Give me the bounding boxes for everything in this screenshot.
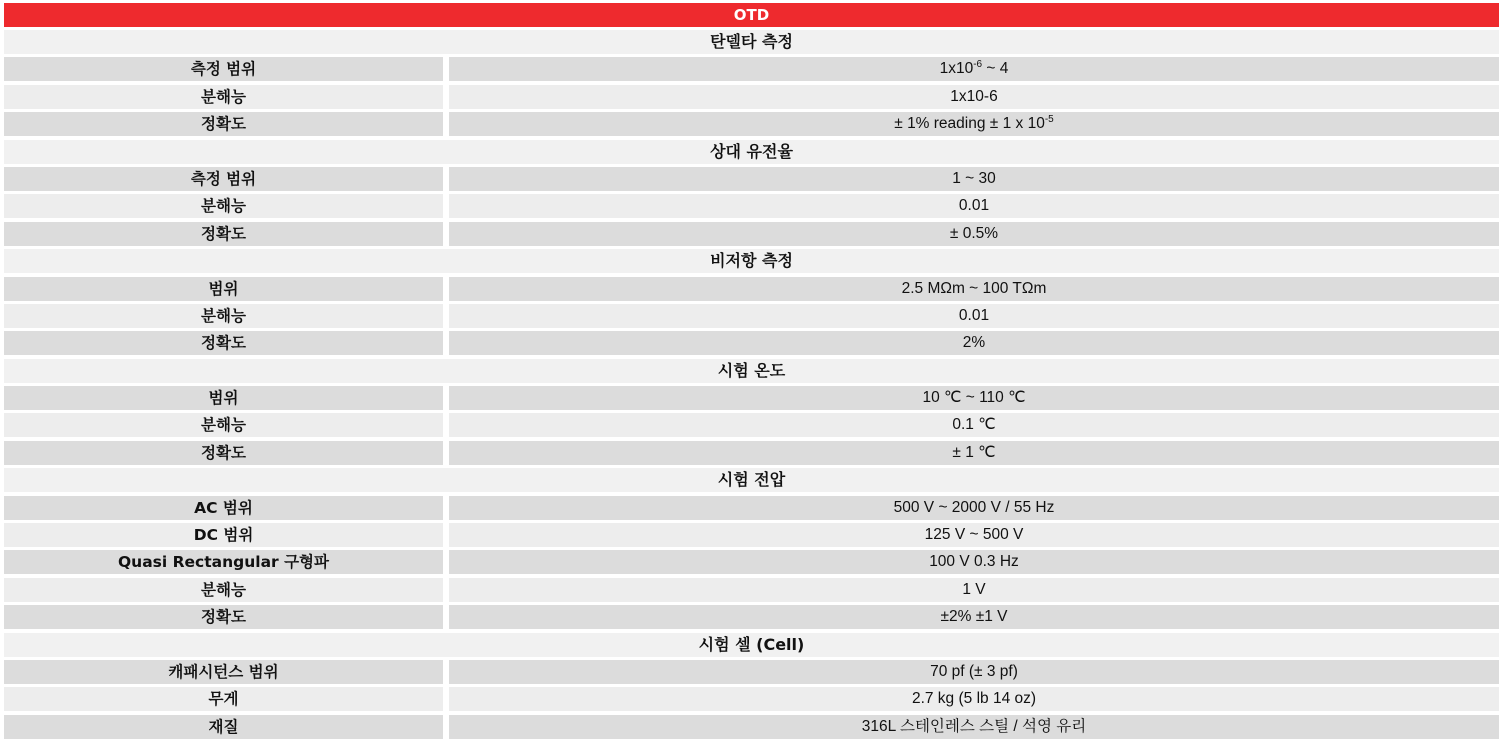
value-text: 0.01: [958, 197, 990, 215]
value-text: 2.5 MΩm ~ 100 TΩm: [901, 279, 1047, 297]
value-suffix: ~ 4: [982, 60, 1009, 78]
value-text: 2.7 kg (5 lb 14 oz): [911, 690, 1037, 708]
table-row: [4, 550, 1499, 574]
row-value: [449, 331, 1499, 355]
value-text: 1 V: [962, 580, 986, 598]
table-row: [4, 687, 1499, 711]
table-row: [4, 413, 1499, 437]
spec-table: [4, 3, 1499, 742]
value-text: ±2% ±1 V: [940, 608, 1008, 626]
row-value: [449, 304, 1499, 328]
value-text: 0.01: [958, 306, 990, 324]
row-label: DC 범위: [4, 523, 443, 547]
section-header: 상대 유전율: [4, 140, 1499, 164]
value-text: ± 0.5%: [949, 224, 999, 242]
value-text: 0.1 ℃: [952, 416, 996, 434]
table-body: [4, 30, 1499, 739]
value-exponent: -6: [973, 59, 983, 71]
row-value: [449, 715, 1499, 739]
value-text: 1x10-6: [950, 87, 998, 105]
value-text: 500 V ~ 2000 V / 55 Hz: [893, 498, 1055, 516]
row-label: 무게: [4, 687, 443, 711]
table-row: [4, 441, 1499, 465]
row-value: [449, 578, 1499, 602]
section-header: 시험 온도: [4, 359, 1499, 383]
table-row: [4, 304, 1499, 328]
row-value: [449, 57, 1499, 81]
row-label: 측정 범위: [4, 167, 443, 191]
value-text: 100 V 0.3 Hz: [929, 553, 1019, 571]
row-value: [449, 277, 1499, 301]
table-row: [4, 386, 1499, 410]
section-header: 탄델타 측정: [4, 30, 1499, 54]
row-label: 재질: [4, 715, 443, 739]
value-text: 10 ℃ ~ 110 ℃: [922, 389, 1026, 407]
row-label: AC 범위: [4, 496, 443, 520]
row-value: [449, 660, 1499, 684]
row-value: [449, 85, 1499, 109]
value-text: 316L 스테인레스 스틸 / 석영 유리: [861, 717, 1087, 735]
table-row: [4, 222, 1499, 246]
row-value: [449, 496, 1499, 520]
row-label: 분해능: [4, 194, 443, 218]
value-exponent: -5: [1044, 114, 1054, 126]
row-label: 캐패시턴스 범위: [4, 660, 443, 684]
table-row: [4, 57, 1499, 81]
row-value: [449, 441, 1499, 465]
value-text: 1 ~ 30: [952, 169, 996, 187]
table-row: [4, 277, 1499, 301]
table-row: [4, 523, 1499, 547]
row-label: 분해능: [4, 304, 443, 328]
row-value: [449, 523, 1499, 547]
row-value: [449, 605, 1499, 629]
table-title: OTD: [4, 3, 1499, 27]
value-text: 70 pf (± 3 pf): [930, 662, 1018, 680]
table-row: [4, 112, 1499, 136]
row-value: [449, 550, 1499, 574]
row-label: 분해능: [4, 85, 443, 109]
row-value: [449, 413, 1499, 437]
row-label: 정확도: [4, 331, 443, 355]
value-text: 2%: [962, 334, 986, 352]
table-row: [4, 605, 1499, 629]
row-label: 정확도: [4, 112, 443, 136]
table-row: [4, 331, 1499, 355]
table-row: [4, 715, 1499, 739]
value-text: ± 1 ℃: [952, 443, 996, 461]
row-label: 정확도: [4, 441, 443, 465]
row-label: 범위: [4, 277, 443, 301]
table-row: [4, 660, 1499, 684]
row-label: Quasi Rectangular 구형파: [4, 550, 443, 574]
section-header: 시험 셀 (Cell): [4, 633, 1499, 657]
row-value: [449, 222, 1499, 246]
row-value: [449, 194, 1499, 218]
row-value: [449, 386, 1499, 410]
row-label: 정확도: [4, 222, 443, 246]
section-header: 시험 전압: [4, 468, 1499, 492]
row-value: [449, 112, 1499, 136]
section-header: 비저항 측정: [4, 249, 1499, 273]
row-label: 분해능: [4, 413, 443, 437]
table-row: [4, 167, 1499, 191]
row-value: [449, 687, 1499, 711]
table-row: [4, 578, 1499, 602]
row-value: [449, 167, 1499, 191]
value-text: 1x10: [939, 60, 974, 78]
value-text: ± 1% reading ± 1 x 10: [894, 115, 1045, 133]
row-label: 분해능: [4, 578, 443, 602]
row-label: 측정 범위: [4, 57, 443, 81]
value-text: 125 V ~ 500 V: [924, 526, 1024, 544]
row-label: 범위: [4, 386, 443, 410]
table-row: [4, 85, 1499, 109]
table-row: [4, 496, 1499, 520]
row-label: 정확도: [4, 605, 443, 629]
table-row: [4, 194, 1499, 218]
